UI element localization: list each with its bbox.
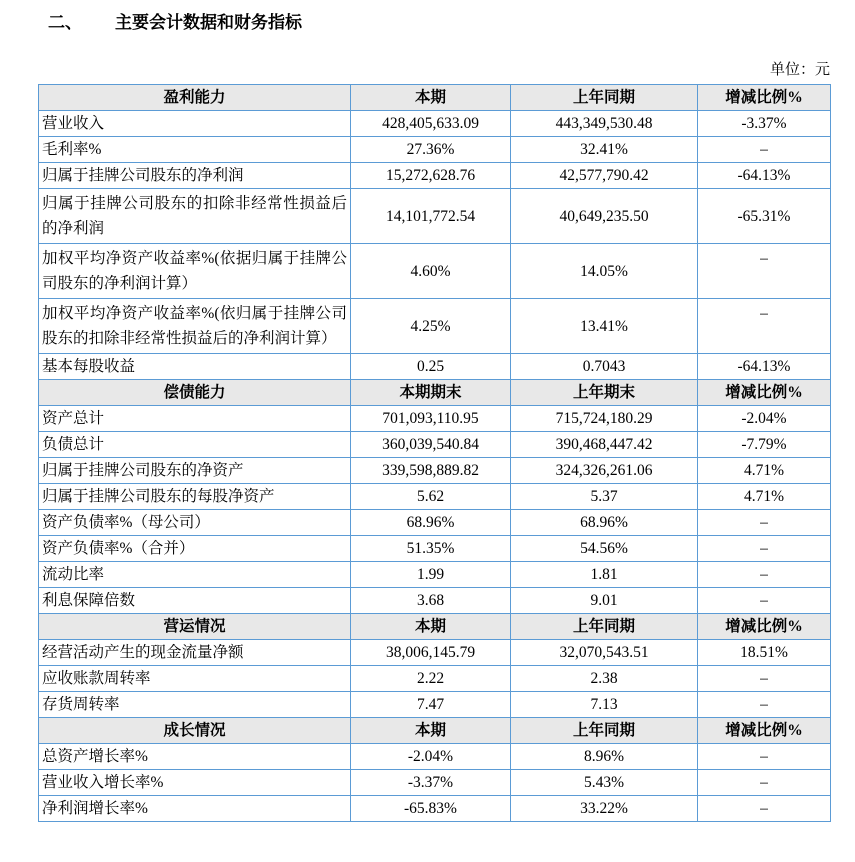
value-change-percent: 18.51%: [698, 640, 831, 666]
value-prior-period: 7.13: [511, 692, 698, 718]
table-row: [39, 510, 831, 536]
value-change-percent: –: [698, 666, 831, 692]
value-prior-period: 324,326,261.06: [511, 458, 698, 484]
row-label: 应收账款周转率: [39, 666, 351, 692]
column-header-cell: 本期期末: [351, 380, 511, 406]
value-prior-period: 32,070,543.51: [511, 640, 698, 666]
table-row: [39, 244, 831, 299]
value-prior-period: 42,577,790.42: [511, 163, 698, 189]
value-prior-period: 715,724,180.29: [511, 406, 698, 432]
value-current-period: -3.37%: [351, 770, 511, 796]
value-change-percent: –: [698, 692, 831, 718]
section-title-cell: 盈利能力: [39, 85, 351, 111]
value-prior-period: 2.38: [511, 666, 698, 692]
table-row: [39, 189, 831, 244]
row-label: 归属于挂牌公司股东的净利润: [39, 163, 351, 189]
row-label: 流动比率: [39, 562, 351, 588]
value-current-period: 0.25: [351, 354, 511, 380]
row-label: 归属于挂牌公司股东的净资产: [39, 458, 351, 484]
value-change-percent: -7.79%: [698, 432, 831, 458]
table-row: [39, 666, 831, 692]
section-title-cell: 营运情况: [39, 614, 351, 640]
value-current-period: 51.35%: [351, 536, 511, 562]
table-row: [39, 484, 831, 510]
column-header-cell: 本期: [351, 718, 511, 744]
row-label: 归属于挂牌公司股东的扣除非经常性损益后的净利润: [39, 189, 351, 244]
column-header-cell: 增减比例%: [698, 718, 831, 744]
value-current-period: -65.83%: [351, 796, 511, 822]
value-change-percent: -2.04%: [698, 406, 831, 432]
row-label: 负债总计: [39, 432, 351, 458]
value-prior-period: 33.22%: [511, 796, 698, 822]
financial-indicators-table: [38, 84, 831, 822]
value-change-percent: –: [698, 588, 831, 614]
value-prior-period: 32.41%: [511, 137, 698, 163]
section-title-cell: 偿债能力: [39, 380, 351, 406]
table-row: [39, 354, 831, 380]
column-header-cell: 增减比例%: [698, 380, 831, 406]
value-current-period: 38,006,145.79: [351, 640, 511, 666]
column-header-cell: 本期: [351, 614, 511, 640]
table-row: [39, 744, 831, 770]
value-change-percent: –: [698, 299, 831, 354]
value-current-period: 4.25%: [351, 299, 511, 354]
value-prior-period: 40,649,235.50: [511, 189, 698, 244]
section-header-row: [39, 85, 831, 111]
table-row: [39, 137, 831, 163]
value-prior-period: 9.01: [511, 588, 698, 614]
value-change-percent: –: [698, 770, 831, 796]
column-header-cell: 增减比例%: [698, 614, 831, 640]
row-label: 经营活动产生的现金流量净额: [39, 640, 351, 666]
row-label: 资产负债率%（母公司）: [39, 510, 351, 536]
value-current-period: 7.47: [351, 692, 511, 718]
row-label: 营业收入: [39, 111, 351, 137]
value-current-period: -2.04%: [351, 744, 511, 770]
value-change-percent: –: [698, 244, 831, 299]
table-row: [39, 588, 831, 614]
value-change-percent: –: [698, 137, 831, 163]
column-header-cell: 增减比例%: [698, 85, 831, 111]
table-row: [39, 562, 831, 588]
value-prior-period: 14.05%: [511, 244, 698, 299]
value-change-percent: -3.37%: [698, 111, 831, 137]
page-title: [48, 11, 855, 35]
value-prior-period: 68.96%: [511, 510, 698, 536]
section-title-text: 主要会计数据和财务指标: [115, 13, 302, 32]
value-prior-period: 1.81: [511, 562, 698, 588]
unit-label: 单位：元: [769, 62, 830, 78]
value-prior-period: 54.56%: [511, 536, 698, 562]
section-header-row: [39, 614, 831, 640]
value-change-percent: 4.71%: [698, 458, 831, 484]
value-prior-period: 13.41%: [511, 299, 698, 354]
value-change-percent: –: [698, 536, 831, 562]
value-current-period: 339,598,889.82: [351, 458, 511, 484]
value-current-period: 5.62: [351, 484, 511, 510]
value-current-period: 2.22: [351, 666, 511, 692]
row-label: 基本每股收益: [39, 354, 351, 380]
table-row: [39, 111, 831, 137]
row-label: 营业收入增长率%: [39, 770, 351, 796]
table-row: [39, 692, 831, 718]
value-change-percent: -65.31%: [698, 189, 831, 244]
value-current-period: 4.60%: [351, 244, 511, 299]
value-current-period: 360,039,540.84: [351, 432, 511, 458]
section-title-cell: 成长情况: [39, 718, 351, 744]
row-label: 利息保障倍数: [39, 588, 351, 614]
table-row: [39, 163, 831, 189]
table-row: [39, 299, 831, 354]
column-header-cell: 上年同期: [511, 614, 698, 640]
table-row: [39, 458, 831, 484]
value-prior-period: 8.96%: [511, 744, 698, 770]
column-header-cell: 本期: [351, 85, 511, 111]
value-change-percent: -64.13%: [698, 163, 831, 189]
table-row: [39, 770, 831, 796]
row-label: 归属于挂牌公司股东的每股净资产: [39, 484, 351, 510]
value-prior-period: 5.37: [511, 484, 698, 510]
value-current-period: 3.68: [351, 588, 511, 614]
value-prior-period: 390,468,447.42: [511, 432, 698, 458]
row-label: 资产总计: [39, 406, 351, 432]
section-number: 二、: [48, 13, 82, 32]
value-change-percent: -64.13%: [698, 354, 831, 380]
value-current-period: 428,405,633.09: [351, 111, 511, 137]
value-change-percent: –: [698, 562, 831, 588]
value-current-period: 14,101,772.54: [351, 189, 511, 244]
section-header-row: [39, 380, 831, 406]
row-label: 加权平均净资产收益率%(依归属于挂牌公司股东的扣除非经常性损益后的净利润计算）: [39, 299, 351, 354]
value-current-period: 15,272,628.76: [351, 163, 511, 189]
value-current-period: 701,093,110.95: [351, 406, 511, 432]
value-current-period: 68.96%: [351, 510, 511, 536]
column-header-cell: 上年同期: [511, 85, 698, 111]
row-label: 总资产增长率%: [39, 744, 351, 770]
column-header-cell: 上年期末: [511, 380, 698, 406]
value-prior-period: 5.43%: [511, 770, 698, 796]
row-label: 毛利率%: [39, 137, 351, 163]
column-header-cell: 上年同期: [511, 718, 698, 744]
row-label: 资产负债率%（合并）: [39, 536, 351, 562]
value-change-percent: 4.71%: [698, 484, 831, 510]
row-label: 加权平均净资产收益率%(依据归属于挂牌公司股东的净利润计算）: [39, 244, 351, 299]
row-label: 净利润增长率%: [39, 796, 351, 822]
row-label: 存货周转率: [39, 692, 351, 718]
value-change-percent: –: [698, 744, 831, 770]
section-header-row: [39, 718, 831, 744]
table-row: [39, 406, 831, 432]
value-change-percent: –: [698, 796, 831, 822]
value-prior-period: 0.7043: [511, 354, 698, 380]
table-row: [39, 640, 831, 666]
value-change-percent: –: [698, 510, 831, 536]
value-prior-period: 443,349,530.48: [511, 111, 698, 137]
table-row: [39, 536, 831, 562]
value-current-period: 1.99: [351, 562, 511, 588]
table-row: [39, 796, 831, 822]
value-current-period: 27.36%: [351, 137, 511, 163]
table-row: [39, 432, 831, 458]
